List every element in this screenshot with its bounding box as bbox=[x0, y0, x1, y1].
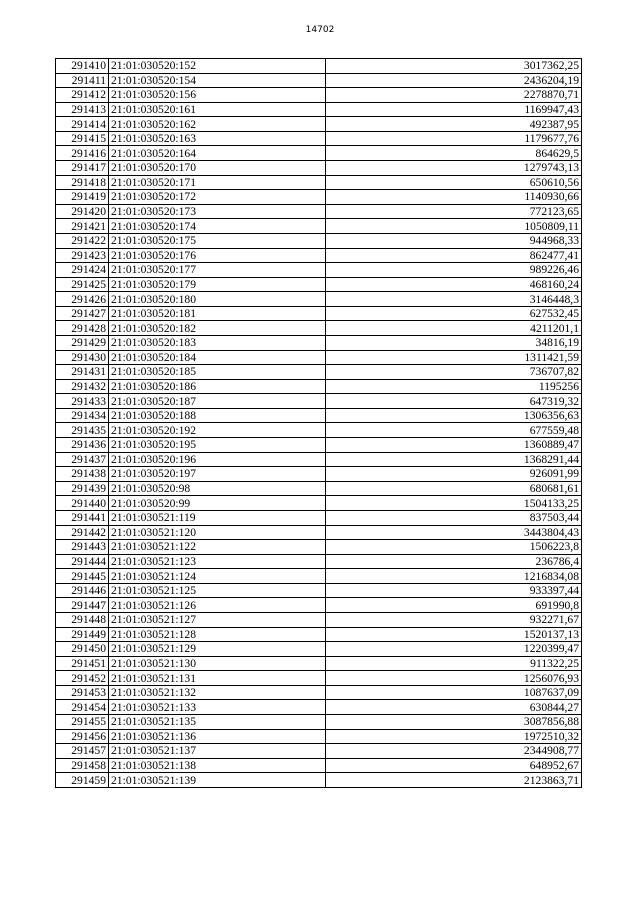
cadastral-number-cell: 21:01:030520:188 bbox=[109, 408, 326, 423]
cadastral-number-cell: 21:01:030520:185 bbox=[109, 365, 326, 380]
cadastral-number-cell: 21:01:030520:183 bbox=[109, 335, 326, 350]
cadastral-number-cell: 21:01:030520:182 bbox=[109, 321, 326, 336]
table-row bbox=[56, 117, 582, 132]
table-row bbox=[56, 467, 582, 482]
row-number-cell: 291414 bbox=[56, 117, 109, 132]
table-row bbox=[56, 758, 582, 773]
cadastral-value-cell: 1216834,08 bbox=[326, 569, 582, 584]
table-row bbox=[56, 102, 582, 117]
row-number-cell: 291412 bbox=[56, 88, 109, 103]
table-row bbox=[56, 583, 582, 598]
cadastral-number-cell: 21:01:030520:174 bbox=[109, 219, 326, 234]
row-number-cell: 291410 bbox=[56, 59, 109, 74]
cadastral-number-cell: 21:01:030520:181 bbox=[109, 306, 326, 321]
row-number-cell: 291431 bbox=[56, 365, 109, 380]
cadastral-number-cell: 21:01:030520:192 bbox=[109, 423, 326, 438]
cadastral-value-cell: 2344908,77 bbox=[326, 744, 582, 759]
row-number-cell: 291417 bbox=[56, 161, 109, 176]
table-row bbox=[56, 292, 582, 307]
cadastral-number-cell: 21:01:030520:173 bbox=[109, 204, 326, 219]
cadastral-value-cell: 468160,24 bbox=[326, 277, 582, 292]
table-row bbox=[56, 175, 582, 190]
cadastral-value-cell: 1279743,13 bbox=[326, 161, 582, 176]
cadastral-number-cell: 21:01:030521:119 bbox=[109, 510, 326, 525]
table-row bbox=[56, 204, 582, 219]
row-number-cell: 291427 bbox=[56, 306, 109, 321]
cadastral-number-cell: 21:01:030521:139 bbox=[109, 773, 326, 788]
table-row bbox=[56, 554, 582, 569]
cadastral-value-cell: 932271,67 bbox=[326, 612, 582, 627]
cadastral-number-cell: 21:01:030520:162 bbox=[109, 117, 326, 132]
table-body bbox=[56, 59, 582, 788]
cadastral-number-cell: 21:01:030521:135 bbox=[109, 715, 326, 730]
cadastral-value-cell: 1972510,32 bbox=[326, 729, 582, 744]
table-row bbox=[56, 190, 582, 205]
cadastral-value-cell: 3443804,43 bbox=[326, 525, 582, 540]
cadastral-value-cell: 862477,41 bbox=[326, 248, 582, 263]
table-row bbox=[56, 598, 582, 613]
table-row bbox=[56, 612, 582, 627]
cadastral-number-cell: 21:01:030520:170 bbox=[109, 161, 326, 176]
row-number-cell: 291442 bbox=[56, 525, 109, 540]
table-row bbox=[56, 219, 582, 234]
row-number-cell: 291413 bbox=[56, 102, 109, 117]
table-row bbox=[56, 131, 582, 146]
row-number-cell: 291421 bbox=[56, 219, 109, 234]
row-number-cell: 291419 bbox=[56, 190, 109, 205]
row-number-cell: 291422 bbox=[56, 233, 109, 248]
table-row bbox=[56, 642, 582, 657]
row-number-cell: 291440 bbox=[56, 496, 109, 511]
cadastral-value-cell: 1220399,47 bbox=[326, 642, 582, 657]
cadastral-number-cell: 21:01:030521:130 bbox=[109, 656, 326, 671]
cadastral-number-cell: 21:01:030521:129 bbox=[109, 642, 326, 657]
cadastral-value-cell: 492387,95 bbox=[326, 117, 582, 132]
row-number-cell: 291456 bbox=[56, 729, 109, 744]
cadastral-number-cell: 21:01:030521:133 bbox=[109, 700, 326, 715]
cadastral-number-cell: 21:01:030520:164 bbox=[109, 146, 326, 161]
table-row bbox=[56, 671, 582, 686]
cadastral-value-cell: 680681,61 bbox=[326, 481, 582, 496]
row-number-cell: 291435 bbox=[56, 423, 109, 438]
row-number-cell: 291418 bbox=[56, 175, 109, 190]
table-row bbox=[56, 496, 582, 511]
row-number-cell: 291446 bbox=[56, 583, 109, 598]
cadastral-value-cell: 1179677,76 bbox=[326, 131, 582, 146]
cadastral-number-cell: 21:01:030520:171 bbox=[109, 175, 326, 190]
table-row bbox=[56, 394, 582, 409]
cadastral-number-cell: 21:01:030520:175 bbox=[109, 233, 326, 248]
cadastral-number-cell: 21:01:030521:127 bbox=[109, 612, 326, 627]
table-row bbox=[56, 540, 582, 555]
cadastral-number-cell: 21:01:030520:163 bbox=[109, 131, 326, 146]
cadastral-value-cell: 2278870,71 bbox=[326, 88, 582, 103]
cadastral-number-cell: 21:01:030521:137 bbox=[109, 744, 326, 759]
row-number-cell: 291420 bbox=[56, 204, 109, 219]
cadastral-value-cell: 911322,25 bbox=[326, 656, 582, 671]
table-row bbox=[56, 438, 582, 453]
cadastral-number-cell: 21:01:030520:180 bbox=[109, 292, 326, 307]
row-number-cell: 291441 bbox=[56, 510, 109, 525]
cadastral-value-cell: 926091,99 bbox=[326, 467, 582, 482]
cadastral-value-cell: 1306356,63 bbox=[326, 408, 582, 423]
table-row bbox=[56, 350, 582, 365]
table-row bbox=[56, 569, 582, 584]
table-row bbox=[56, 481, 582, 496]
table-row bbox=[56, 233, 582, 248]
cadastral-value-cell: 1520137,13 bbox=[326, 627, 582, 642]
cadastral-value-cell: 1256076,93 bbox=[326, 671, 582, 686]
cadastral-value-cell: 864629,5 bbox=[326, 146, 582, 161]
row-number-cell: 291436 bbox=[56, 438, 109, 453]
row-number-cell: 291451 bbox=[56, 656, 109, 671]
row-number-cell: 291439 bbox=[56, 481, 109, 496]
row-number-cell: 291445 bbox=[56, 569, 109, 584]
table-row bbox=[56, 146, 582, 161]
page-number: 14702 bbox=[305, 25, 335, 35]
cadastral-number-cell: 21:01:030520:152 bbox=[109, 59, 326, 74]
cadastral-number-cell: 21:01:030520:176 bbox=[109, 248, 326, 263]
cadastral-number-cell: 21:01:030521:132 bbox=[109, 685, 326, 700]
table-row bbox=[56, 59, 582, 74]
table-row bbox=[56, 88, 582, 103]
table-row bbox=[56, 525, 582, 540]
row-number-cell: 291432 bbox=[56, 379, 109, 394]
row-number-cell: 291433 bbox=[56, 394, 109, 409]
cadastral-value-cell: 1368291,44 bbox=[326, 452, 582, 467]
cadastral-value-cell: 34816,19 bbox=[326, 335, 582, 350]
cadastral-number-cell: 21:01:030520:98 bbox=[109, 481, 326, 496]
cadastral-value-cell: 650610,56 bbox=[326, 175, 582, 190]
table-row bbox=[56, 627, 582, 642]
row-number-cell: 291424 bbox=[56, 263, 109, 278]
table-row bbox=[56, 306, 582, 321]
table-row bbox=[56, 773, 582, 788]
table-row bbox=[56, 423, 582, 438]
cadastral-value-cell: 1087637,09 bbox=[326, 685, 582, 700]
cadastral-value-cell: 772123,65 bbox=[326, 204, 582, 219]
table-row bbox=[56, 685, 582, 700]
cadastral-value-cell: 933397,44 bbox=[326, 583, 582, 598]
row-number-cell: 291453 bbox=[56, 685, 109, 700]
row-number-cell: 291443 bbox=[56, 540, 109, 555]
cadastral-number-cell: 21:01:030520:99 bbox=[109, 496, 326, 511]
table-row bbox=[56, 379, 582, 394]
cadastral-value-cell: 1504133,25 bbox=[326, 496, 582, 511]
row-number-cell: 291449 bbox=[56, 627, 109, 642]
row-number-cell: 291458 bbox=[56, 758, 109, 773]
cadastral-value-cell: 1169947,43 bbox=[326, 102, 582, 117]
cadastral-value-cell: 3017362,25 bbox=[326, 59, 582, 74]
row-number-cell: 291425 bbox=[56, 277, 109, 292]
cadastral-value-cell: 2123863,71 bbox=[326, 773, 582, 788]
table-row bbox=[56, 656, 582, 671]
cadastral-number-cell: 21:01:030520:195 bbox=[109, 438, 326, 453]
row-number-cell: 291459 bbox=[56, 773, 109, 788]
row-number-cell: 291430 bbox=[56, 350, 109, 365]
cadastral-number-cell: 21:01:030521:138 bbox=[109, 758, 326, 773]
cadastral-value-cell: 1311421,59 bbox=[326, 350, 582, 365]
cadastral-number-cell: 21:01:030520:154 bbox=[109, 73, 326, 88]
table-row bbox=[56, 161, 582, 176]
cadastral-number-cell: 21:01:030521:123 bbox=[109, 554, 326, 569]
cadastral-value-table bbox=[55, 58, 582, 788]
cadastral-number-cell: 21:01:030521:126 bbox=[109, 598, 326, 613]
table-row bbox=[56, 335, 582, 350]
row-number-cell: 291447 bbox=[56, 598, 109, 613]
cadastral-value-cell: 1195256 bbox=[326, 379, 582, 394]
cadastral-number-cell: 21:01:030520:156 bbox=[109, 88, 326, 103]
row-number-cell: 291448 bbox=[56, 612, 109, 627]
row-number-cell: 291450 bbox=[56, 642, 109, 657]
table-row bbox=[56, 744, 582, 759]
row-number-cell: 291429 bbox=[56, 335, 109, 350]
row-number-cell: 291455 bbox=[56, 715, 109, 730]
cadastral-value-cell: 989226,46 bbox=[326, 263, 582, 278]
cadastral-value-cell: 4211201,1 bbox=[326, 321, 582, 336]
row-number-cell: 291452 bbox=[56, 671, 109, 686]
cadastral-value-cell: 630844,27 bbox=[326, 700, 582, 715]
cadastral-value-cell: 944968,33 bbox=[326, 233, 582, 248]
cadastral-value-cell: 691990,8 bbox=[326, 598, 582, 613]
cadastral-number-cell: 21:01:030520:172 bbox=[109, 190, 326, 205]
table-row bbox=[56, 248, 582, 263]
table-row bbox=[56, 408, 582, 423]
row-number-cell: 291437 bbox=[56, 452, 109, 467]
cadastral-value-cell: 677559,48 bbox=[326, 423, 582, 438]
row-number-cell: 291438 bbox=[56, 467, 109, 482]
table-row bbox=[56, 729, 582, 744]
table-row bbox=[56, 700, 582, 715]
row-number-cell: 291454 bbox=[56, 700, 109, 715]
cadastral-number-cell: 21:01:030521:131 bbox=[109, 671, 326, 686]
cadastral-value-cell: 627532,45 bbox=[326, 306, 582, 321]
cadastral-number-cell: 21:01:030520:177 bbox=[109, 263, 326, 278]
row-number-cell: 291434 bbox=[56, 408, 109, 423]
cadastral-number-cell: 21:01:030520:161 bbox=[109, 102, 326, 117]
row-number-cell: 291457 bbox=[56, 744, 109, 759]
row-number-cell: 291426 bbox=[56, 292, 109, 307]
cadastral-value-cell: 648952,67 bbox=[326, 758, 582, 773]
cadastral-number-cell: 21:01:030520:196 bbox=[109, 452, 326, 467]
cadastral-value-cell: 3087856,88 bbox=[326, 715, 582, 730]
cadastral-value-cell: 837503,44 bbox=[326, 510, 582, 525]
table-row bbox=[56, 452, 582, 467]
row-number-cell: 291411 bbox=[56, 73, 109, 88]
cadastral-value-cell: 1506223,8 bbox=[326, 540, 582, 555]
row-number-cell: 291428 bbox=[56, 321, 109, 336]
table-row bbox=[56, 73, 582, 88]
row-number-cell: 291444 bbox=[56, 554, 109, 569]
row-number-cell: 291423 bbox=[56, 248, 109, 263]
cadastral-value-cell: 1140930,66 bbox=[326, 190, 582, 205]
cadastral-number-cell: 21:01:030521:120 bbox=[109, 525, 326, 540]
cadastral-value-cell: 736707,82 bbox=[326, 365, 582, 380]
table-row bbox=[56, 365, 582, 380]
table-row bbox=[56, 263, 582, 278]
table-row bbox=[56, 510, 582, 525]
cadastral-number-cell: 21:01:030521:124 bbox=[109, 569, 326, 584]
cadastral-number-cell: 21:01:030520:197 bbox=[109, 467, 326, 482]
cadastral-number-cell: 21:01:030520:186 bbox=[109, 379, 326, 394]
cadastral-value-cell: 1360889,47 bbox=[326, 438, 582, 453]
cadastral-number-cell: 21:01:030521:122 bbox=[109, 540, 326, 555]
table-row bbox=[56, 715, 582, 730]
cadastral-number-cell: 21:01:030520:184 bbox=[109, 350, 326, 365]
cadastral-value-cell: 2436204,19 bbox=[326, 73, 582, 88]
row-number-cell: 291416 bbox=[56, 146, 109, 161]
cadastral-number-cell: 21:01:030521:136 bbox=[109, 729, 326, 744]
cadastral-value-cell: 647319,32 bbox=[326, 394, 582, 409]
table-row bbox=[56, 277, 582, 292]
table-row bbox=[56, 321, 582, 336]
cadastral-number-cell: 21:01:030520:187 bbox=[109, 394, 326, 409]
cadastral-value-cell: 1050809,11 bbox=[326, 219, 582, 234]
row-number-cell: 291415 bbox=[56, 131, 109, 146]
cadastral-number-cell: 21:01:030520:179 bbox=[109, 277, 326, 292]
cadastral-value-cell: 236786,4 bbox=[326, 554, 582, 569]
cadastral-number-cell: 21:01:030521:125 bbox=[109, 583, 326, 598]
cadastral-value-cell: 3146448,3 bbox=[326, 292, 582, 307]
cadastral-number-cell: 21:01:030521:128 bbox=[109, 627, 326, 642]
